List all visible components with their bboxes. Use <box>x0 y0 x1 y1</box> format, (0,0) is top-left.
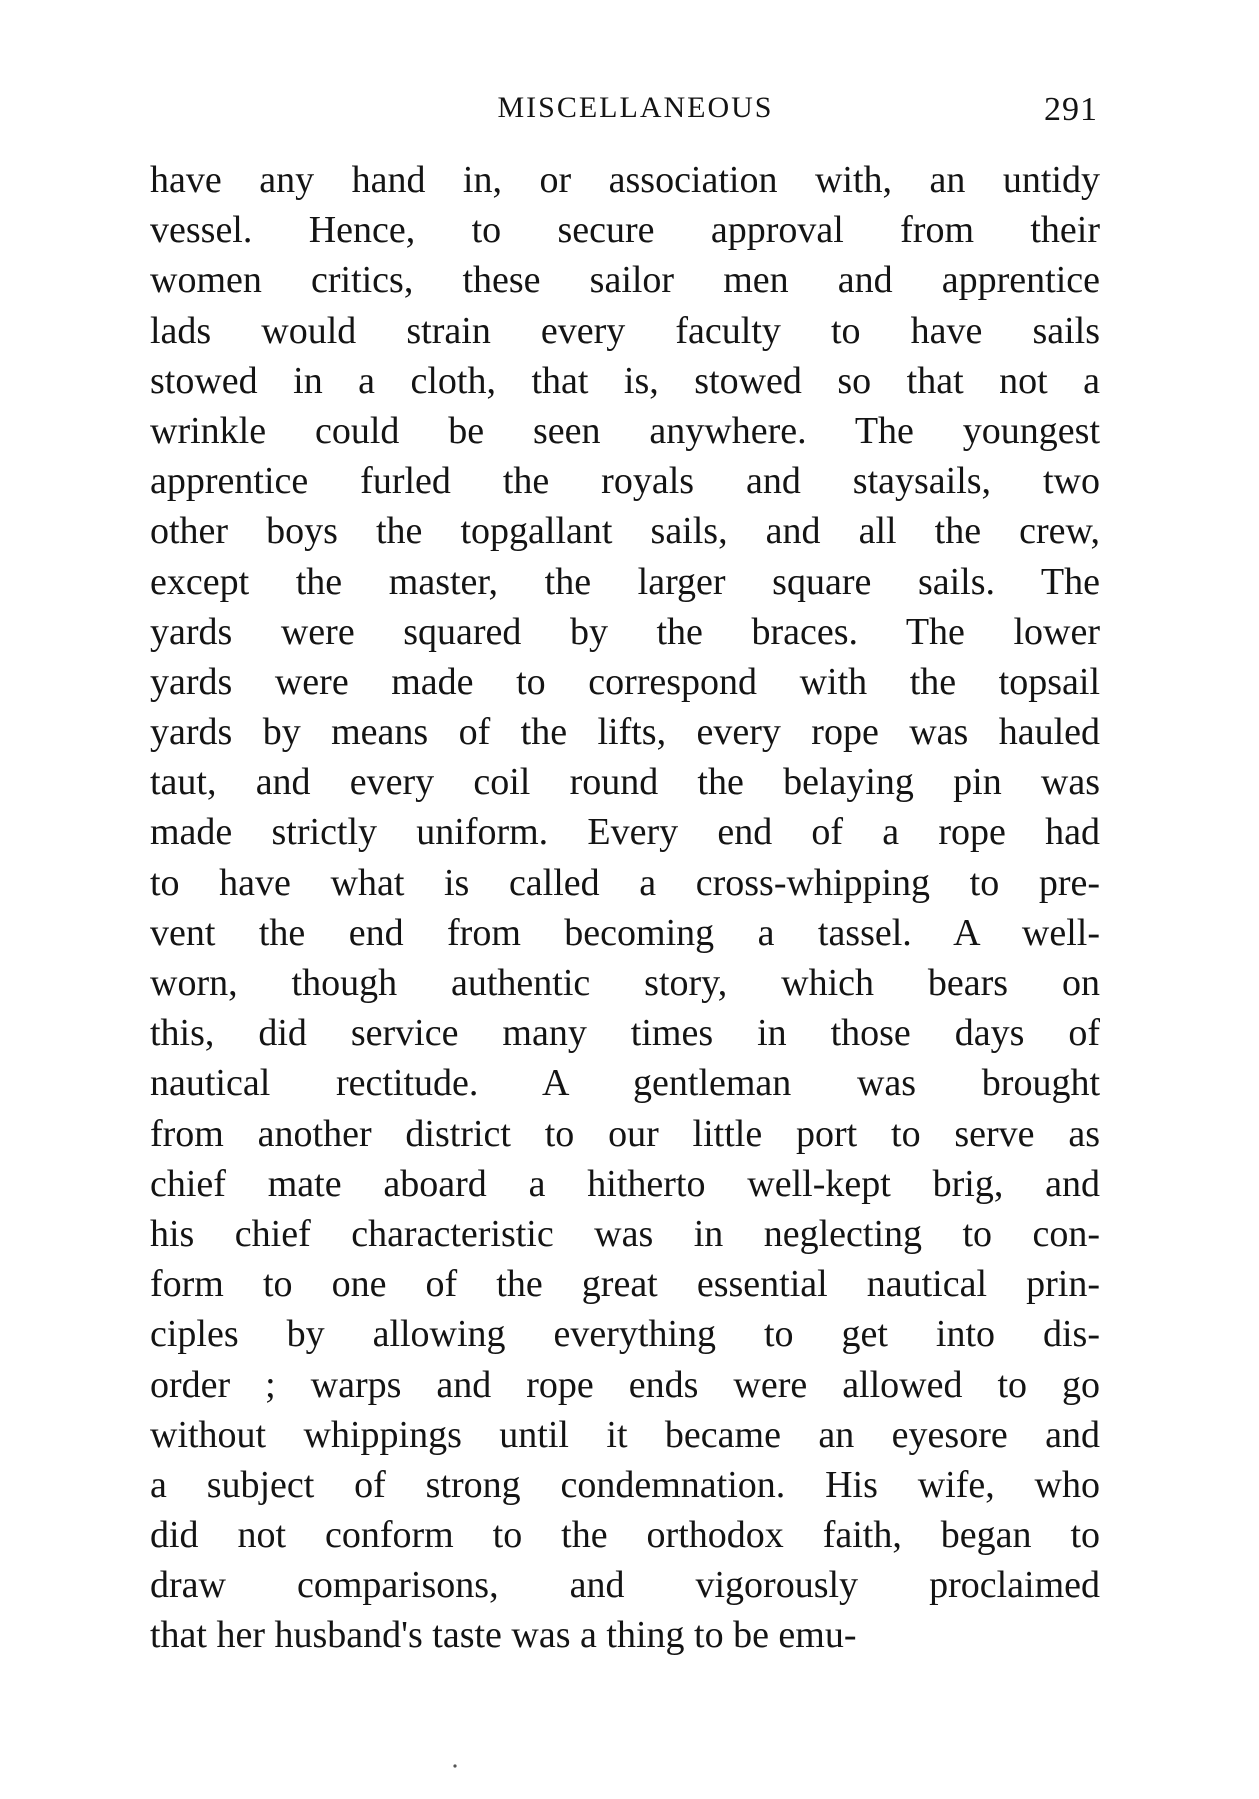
text-line: stowed in a cloth, that is, stowed so that not a <box>150 359 1100 402</box>
text-line: did not conform to the orthodox faith, began to <box>150 1514 1100 1557</box>
running-title: MISCELLANEOUS <box>497 91 774 124</box>
text-line: have any hand in, or association with, an untidy <box>150 159 1100 201</box>
text-line: chief mate aboard a hitherto well-kept brig, and <box>150 1162 1100 1205</box>
text-line: to have what is called a cross-whipping to pre- <box>150 861 1100 904</box>
text-line: ciples by allowing everything to get into dis- <box>150 1313 1100 1356</box>
text-line: except the master, the larger square sails. The <box>150 560 1100 603</box>
text-line: worn, though authentic story, which bears on <box>150 962 1100 1004</box>
text-line: nautical rectitude. A gentleman was brought <box>150 1062 1100 1105</box>
text-line: wrinkle could be seen anywhere. The youngest <box>150 409 1100 452</box>
text-line: his chief characteristic was in neglecting to con- <box>150 1212 1100 1255</box>
text-line: this, did service many times in those days of <box>150 1012 1100 1055</box>
text-line: women critics, these sailor men and apprentice <box>150 259 1100 302</box>
text-line: lads would strain every faculty to have sails <box>150 309 1100 352</box>
page-number: 291 <box>1044 91 1098 128</box>
text-line: made strictly uniform. Every end of a rope had <box>150 811 1100 854</box>
text-line: form to one of the great essential nautical prin- <box>150 1263 1100 1306</box>
text-line: yards were squared by the braces. The lower <box>150 610 1100 653</box>
text-line: that her husband's taste was a thing to be emu- <box>150 1614 857 1657</box>
text-line: yards were made to correspond with the topsail <box>150 660 1100 703</box>
text-line: from another district to our little port to serve as <box>150 1112 1100 1155</box>
text-line: vessel. Hence, to secure approval from their <box>150 209 1100 252</box>
text-line: order ; warps and rope ends were allowed to go <box>150 1363 1100 1406</box>
body-text <box>150 155 1100 1661</box>
text-line: vent the end from becoming a tassel. A well- <box>150 911 1100 954</box>
text-line: apprentice furled the royals and staysails, two <box>150 460 1100 503</box>
text-line: a subject of strong condemnation. His wife, who <box>150 1463 1100 1506</box>
text-line: taut, and every coil round the belaying pin was <box>150 761 1100 804</box>
running-header <box>163 84 1108 134</box>
text-line: draw comparisons, and vigorously proclaimed <box>150 1564 1100 1607</box>
text-line: other boys the topgallant sails, and all the crew, <box>150 510 1100 553</box>
text-line: yards by means of the lifts, every rope was hauled <box>150 711 1100 754</box>
text-line: without whippings until it became an eyesore and <box>150 1413 1100 1456</box>
